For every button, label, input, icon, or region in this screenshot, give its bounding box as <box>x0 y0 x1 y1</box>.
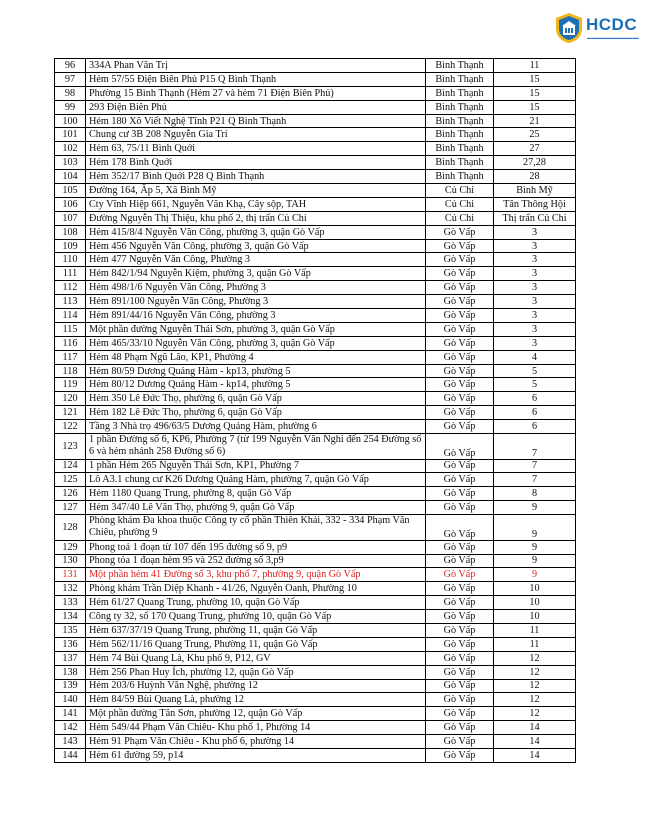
row-number: 114 <box>55 309 86 323</box>
table-row <box>55 281 576 295</box>
ward-cell: 15 <box>494 86 576 100</box>
ward-cell: Thị trấn Củ Chi <box>494 211 576 225</box>
logo-brand-text: HCDC <box>586 15 638 34</box>
ward-cell: 10 <box>494 582 576 596</box>
hcdc-logo <box>554 12 646 46</box>
ward-cell: 3 <box>494 225 576 239</box>
address-cell: Hẻm 48 Phạm Ngũ Lão, KP1, Phường 4 <box>86 350 426 364</box>
row-number: 118 <box>55 364 86 378</box>
outbreak-locations-table <box>54 58 576 763</box>
table-body <box>55 59 576 763</box>
ward-cell: 6 <box>494 420 576 434</box>
row-number: 137 <box>55 651 86 665</box>
district-cell: Gò Vấp <box>426 665 494 679</box>
address-cell: Phường 15 Bình Thạnh (Hẻm 27 và hẻm 71 Điện Biên Phủ) <box>86 86 426 100</box>
table-row <box>55 434 576 460</box>
district-cell: Gò Vấp <box>426 336 494 350</box>
ward-cell: 10 <box>494 610 576 624</box>
ward-cell: 3 <box>494 281 576 295</box>
row-number: 112 <box>55 281 86 295</box>
district-cell: Gò Vấp <box>426 582 494 596</box>
district-cell: Gò Vấp <box>426 735 494 749</box>
row-number: 124 <box>55 459 86 473</box>
address-cell: Đường 164, Ấp 5, Xã Bình Mỹ <box>86 184 426 198</box>
row-number: 111 <box>55 267 86 281</box>
address-cell: Hẻm 350 Lê Đức Thọ, phường 6, quận Gò Vấp <box>86 392 426 406</box>
table-row <box>55 707 576 721</box>
table-row <box>55 156 576 170</box>
logo-subtitle-decoration: ▬▬▬▬▬▬▬▬▬▬▬▬▬ <box>587 35 639 40</box>
ward-cell: 3 <box>494 253 576 267</box>
district-cell: Gò Vấp <box>426 487 494 501</box>
row-number: 110 <box>55 253 86 267</box>
row-number: 116 <box>55 336 86 350</box>
address-cell: Hẻm 498/1/6 Nguyễn Văn Công, Phường 3 <box>86 281 426 295</box>
table-row <box>55 610 576 624</box>
table-row <box>55 378 576 392</box>
ward-cell: 28 <box>494 170 576 184</box>
district-cell: Gò Vấp <box>426 540 494 554</box>
ward-cell: 14 <box>494 735 576 749</box>
address-cell: Một phần đường Tân Sơn, phường 12, quận Gò Vấp <box>86 707 426 721</box>
address-cell: Phòng khám Đa khoa thuộc Công ty cổ phần Thiên Khải, 332 - 334 Phạm Văn Chiêu, phường 9 <box>86 515 426 541</box>
address-cell: Tầng 3 Nhà trọ 496/63/5 Dương Quảng Hàm, phường 6 <box>86 420 426 434</box>
address-cell: Một phần hẻm 41 Đường số 3, khu phố 7, phường 9, quận Gò Vấp <box>86 568 426 582</box>
table-row <box>55 114 576 128</box>
table-row <box>55 596 576 610</box>
table-row <box>55 322 576 336</box>
row-number: 143 <box>55 735 86 749</box>
district-cell: Gò Vấp <box>426 568 494 582</box>
table-row <box>55 693 576 707</box>
address-cell: Hẻm 637/37/19 Quang Trung, phường 11, quận Gò Vấp <box>86 623 426 637</box>
row-number: 99 <box>55 100 86 114</box>
ward-cell: 25 <box>494 128 576 142</box>
row-number: 115 <box>55 322 86 336</box>
district-cell: Gò Vấp <box>426 596 494 610</box>
district-cell: Bình Thạnh <box>426 100 494 114</box>
ward-cell: 11 <box>494 637 576 651</box>
ward-cell: 3 <box>494 239 576 253</box>
ward-cell: 11 <box>494 59 576 73</box>
district-cell: Gò Vấp <box>426 281 494 295</box>
district-cell: Gò Vấp <box>426 610 494 624</box>
district-cell: Bình Thạnh <box>426 142 494 156</box>
district-cell: Gò Vấp <box>426 309 494 323</box>
district-cell: Gò Vấp <box>426 554 494 568</box>
table-row <box>55 637 576 651</box>
address-cell: Hẻm 63, 75/11 Bình Quới <box>86 142 426 156</box>
ward-cell: 12 <box>494 665 576 679</box>
row-number: 98 <box>55 86 86 100</box>
row-number: 140 <box>55 693 86 707</box>
address-cell: Công ty 32, số 170 Quang Trung, phường 10, quận Gò Vấp <box>86 610 426 624</box>
row-number: 144 <box>55 748 86 762</box>
district-cell: Gò Vấp <box>426 295 494 309</box>
ward-cell: 3 <box>494 267 576 281</box>
ward-cell: 9 <box>494 501 576 515</box>
address-cell: Hẻm 256 Phan Huy Ích, phường 12, quận Gò Vấp <box>86 665 426 679</box>
district-cell: Gò Vấp <box>426 515 494 541</box>
district-cell: Bình Thạnh <box>426 86 494 100</box>
district-cell: Gò Vấp <box>426 473 494 487</box>
ward-cell: Tân Thông Hội <box>494 197 576 211</box>
table-row <box>55 459 576 473</box>
table-row <box>55 336 576 350</box>
ward-cell: 11 <box>494 623 576 637</box>
address-cell: 334A Phan Văn Trị <box>86 59 426 73</box>
address-cell: Hẻm 549/44 Phạm Văn Chiêu- Khu phố 1, Phường 14 <box>86 721 426 735</box>
ward-cell: 3 <box>494 322 576 336</box>
address-cell: 293 Điện Biên Phủ <box>86 100 426 114</box>
address-cell: Hẻm 842/1/94 Nguyễn Kiệm, phường 3, quận Gò Vấp <box>86 267 426 281</box>
address-cell: Hẻm 415/8/4 Nguyễn Văn Công, phường 3, quận Gò Vấp <box>86 225 426 239</box>
table-row <box>55 501 576 515</box>
district-cell: Bình Thạnh <box>426 170 494 184</box>
table-row <box>55 86 576 100</box>
row-number: 126 <box>55 487 86 501</box>
table-row <box>55 623 576 637</box>
row-number: 103 <box>55 156 86 170</box>
address-cell: Chung cư 3B 208 Nguyễn Gia Trí <box>86 128 426 142</box>
row-number: 120 <box>55 392 86 406</box>
ward-cell: 10 <box>494 596 576 610</box>
district-cell: Gò Vấp <box>426 322 494 336</box>
table-row <box>55 72 576 86</box>
ward-cell: 12 <box>494 651 576 665</box>
table-row <box>55 406 576 420</box>
ward-cell: 15 <box>494 100 576 114</box>
district-cell: Gò Vấp <box>426 434 494 460</box>
address-cell: Hẻm 57/55 Điện Biên Phủ P15 Q Bình Thạnh <box>86 72 426 86</box>
table-row <box>55 582 576 596</box>
table-row <box>55 679 576 693</box>
table-row <box>55 540 576 554</box>
table-row <box>55 253 576 267</box>
row-number: 129 <box>55 540 86 554</box>
ward-cell: 6 <box>494 392 576 406</box>
address-cell: Lô A3.1 chung cư K26 Dương Quảng Hàm, phường 7, quận Gò Vấp <box>86 473 426 487</box>
row-number: 128 <box>55 515 86 541</box>
ward-cell: 27,28 <box>494 156 576 170</box>
table-row <box>55 128 576 142</box>
table-row <box>55 487 576 501</box>
row-number: 125 <box>55 473 86 487</box>
address-cell: 1 phần Hẻm 265 Nguyễn Thái Sơn, KP1, Phường 7 <box>86 459 426 473</box>
district-cell: Gò Vấp <box>426 239 494 253</box>
district-cell: Củ Chi <box>426 197 494 211</box>
district-cell: Bình Thạnh <box>426 59 494 73</box>
district-cell: Gò Vấp <box>426 420 494 434</box>
row-number: 133 <box>55 596 86 610</box>
district-cell: Gò Vấp <box>426 721 494 735</box>
ward-cell: 7 <box>494 473 576 487</box>
district-cell: Củ Chi <box>426 184 494 198</box>
district-cell: Bình Thạnh <box>426 72 494 86</box>
ward-cell: 7 <box>494 459 576 473</box>
address-cell: Phong tỏa 1 đoạn hẻm 95 và 252 đường số 3,p9 <box>86 554 426 568</box>
table-row <box>55 295 576 309</box>
table-row <box>55 225 576 239</box>
district-cell: Gò Vấp <box>426 253 494 267</box>
row-number: 134 <box>55 610 86 624</box>
table-row <box>55 350 576 364</box>
address-cell: Hẻm 465/33/10 Nguyễn Văn Công, phường 3, quận Gò Vấp <box>86 336 426 350</box>
address-cell: Hẻm 891/100 Nguyễn Văn Công, Phường 3 <box>86 295 426 309</box>
table-row <box>55 392 576 406</box>
table-row <box>55 197 576 211</box>
address-cell: 1 phần Đường số 6, KP6, Phường 7 (từ 199 Nguyễn Văn Nghi đến 254 Đường số 6 và hẻm nhánh 258 Đường số 6) <box>86 434 426 460</box>
address-cell: Hẻm 1180 Quang Trung, phường 8, quận Gò Vấp <box>86 487 426 501</box>
ward-cell: 7 <box>494 434 576 460</box>
table-row <box>55 184 576 198</box>
ward-cell: Bình Mỹ <box>494 184 576 198</box>
address-cell: Hẻm 91 Phạm Văn Chiêu - Khu phố 6, phường 14 <box>86 735 426 749</box>
district-cell: Gò Vấp <box>426 637 494 651</box>
table-row <box>55 239 576 253</box>
row-number: 102 <box>55 142 86 156</box>
ward-cell: 5 <box>494 364 576 378</box>
ward-cell: 9 <box>494 515 576 541</box>
table-row <box>55 170 576 184</box>
row-number: 122 <box>55 420 86 434</box>
district-cell: Gò Vấp <box>426 501 494 515</box>
district-cell: Gò Vấp <box>426 392 494 406</box>
ward-cell: 12 <box>494 693 576 707</box>
address-cell: Phong toả 1 đoạn từ 107 đến 195 đường số 9, p9 <box>86 540 426 554</box>
address-cell: Một phần đường Nguyễn Thái Sơn, phường 3, quận Gò Vấp <box>86 322 426 336</box>
row-number: 127 <box>55 501 86 515</box>
ward-cell: 12 <box>494 679 576 693</box>
address-cell: Phòng khám Trần Diệp Khanh - 41/26, Nguyễn Oanh, Phường 10 <box>86 582 426 596</box>
address-cell: Hẻm 80/12 Dương Quảng Hàm - kp14, phường 5 <box>86 378 426 392</box>
address-cell: Hẻm 80/59 Dương Quảng Hàm - kp13, phường 5 <box>86 364 426 378</box>
district-cell: Gò Vấp <box>426 225 494 239</box>
row-number: 108 <box>55 225 86 239</box>
row-number: 113 <box>55 295 86 309</box>
table-row <box>55 309 576 323</box>
row-number: 100 <box>55 114 86 128</box>
row-number: 109 <box>55 239 86 253</box>
row-number: 119 <box>55 378 86 392</box>
district-cell: Gò Vấp <box>426 364 494 378</box>
row-number: 139 <box>55 679 86 693</box>
table-row <box>55 554 576 568</box>
table-row <box>55 100 576 114</box>
address-cell: Hẻm 180 Xô Viết Nghệ Tĩnh P21 Q Bình Thạnh <box>86 114 426 128</box>
address-cell: Hẻm 562/11/16 Quang Trung, Phường 11, quận Gò Vấp <box>86 637 426 651</box>
ward-cell: 9 <box>494 568 576 582</box>
address-cell: Hẻm 61 đường 59, p14 <box>86 748 426 762</box>
row-number: 117 <box>55 350 86 364</box>
ward-cell: 5 <box>494 378 576 392</box>
row-number: 106 <box>55 197 86 211</box>
ward-cell: 9 <box>494 540 576 554</box>
table-row <box>55 211 576 225</box>
ward-cell: 3 <box>494 336 576 350</box>
row-number: 105 <box>55 184 86 198</box>
row-number: 121 <box>55 406 86 420</box>
district-cell: Gò Vấp <box>426 459 494 473</box>
table-row <box>55 735 576 749</box>
table-row <box>55 515 576 541</box>
table-row <box>55 721 576 735</box>
table-row <box>55 568 576 582</box>
ward-cell: 4 <box>494 350 576 364</box>
row-number: 97 <box>55 72 86 86</box>
address-cell: Hẻm 182 Lê Đức Thọ, phường 6, quận Gò Vấp <box>86 406 426 420</box>
ward-cell: 27 <box>494 142 576 156</box>
row-number: 101 <box>55 128 86 142</box>
table-row <box>55 59 576 73</box>
table-row <box>55 651 576 665</box>
district-cell: Gò Vấp <box>426 693 494 707</box>
row-number: 130 <box>55 554 86 568</box>
address-cell: Hẻm 352/17 Bình Quới P28 Q Bình Thạnh <box>86 170 426 184</box>
row-number: 135 <box>55 623 86 637</box>
address-cell: Hẻm 347/40 Lê Văn Thọ, phường 9, quận Gò Vấp <box>86 501 426 515</box>
ward-cell: 3 <box>494 295 576 309</box>
address-cell: Hẻm 74 Bùi Quang Là, Khu phố 9, P12, GV <box>86 651 426 665</box>
ward-cell: 14 <box>494 721 576 735</box>
ward-cell: 6 <box>494 406 576 420</box>
district-cell: Gò Vấp <box>426 378 494 392</box>
address-cell: Hẻm 178 Bình Quới <box>86 156 426 170</box>
district-cell: Gò Vấp <box>426 707 494 721</box>
row-number: 107 <box>55 211 86 225</box>
ward-cell: 9 <box>494 554 576 568</box>
row-number: 131 <box>55 568 86 582</box>
district-cell: Củ Chi <box>426 211 494 225</box>
building-shield-icon <box>554 12 584 44</box>
address-cell: Hẻm 203/6 Huỳnh Văn Nghệ, phường 12 <box>86 679 426 693</box>
table-row <box>55 267 576 281</box>
table-row <box>55 364 576 378</box>
district-cell: Gò Vấp <box>426 651 494 665</box>
row-number: 138 <box>55 665 86 679</box>
ward-cell: 14 <box>494 748 576 762</box>
table-row <box>55 665 576 679</box>
address-cell: Cty Vĩnh Hiệp 661, Nguyễn Văn Khạ, Cây sộp, TAH <box>86 197 426 211</box>
address-cell: Hẻm 61/27 Quang Trung, phường 10, quận Gò Vấp <box>86 596 426 610</box>
address-cell: Hẻm 84/59 Bùi Quang Là, phường 12 <box>86 693 426 707</box>
district-cell: Bình Thạnh <box>426 128 494 142</box>
row-number: 104 <box>55 170 86 184</box>
ward-cell: 8 <box>494 487 576 501</box>
ward-cell: 15 <box>494 72 576 86</box>
table-row <box>55 142 576 156</box>
row-number: 96 <box>55 59 86 73</box>
district-cell: Gò Vấp <box>426 406 494 420</box>
address-cell: Đường Nguyễn Thị Thiệu, khu phố 2, thị trấn Củ Chi <box>86 211 426 225</box>
row-number: 123 <box>55 434 86 460</box>
row-number: 142 <box>55 721 86 735</box>
district-cell: Gò Vấp <box>426 679 494 693</box>
table-row <box>55 420 576 434</box>
address-cell: Hẻm 891/44/16 Nguyễn Văn Công, phường 3 <box>86 309 426 323</box>
table-row <box>55 473 576 487</box>
ward-cell: 12 <box>494 707 576 721</box>
district-cell: Bình Thạnh <box>426 114 494 128</box>
district-cell: Gò Vấp <box>426 267 494 281</box>
table-row <box>55 748 576 762</box>
row-number: 141 <box>55 707 86 721</box>
district-cell: Gò Vấp <box>426 350 494 364</box>
ward-cell: 3 <box>494 309 576 323</box>
ward-cell: 21 <box>494 114 576 128</box>
district-cell: Gò Vấp <box>426 748 494 762</box>
district-cell: Gò Vấp <box>426 623 494 637</box>
address-cell: Hẻm 456 Nguyễn Văn Công, phường 3, quận Gò Vấp <box>86 239 426 253</box>
row-number: 132 <box>55 582 86 596</box>
row-number: 136 <box>55 637 86 651</box>
address-cell: Hẻm 477 Nguyễn Văn Công, Phường 3 <box>86 253 426 267</box>
district-cell: Bình Thạnh <box>426 156 494 170</box>
